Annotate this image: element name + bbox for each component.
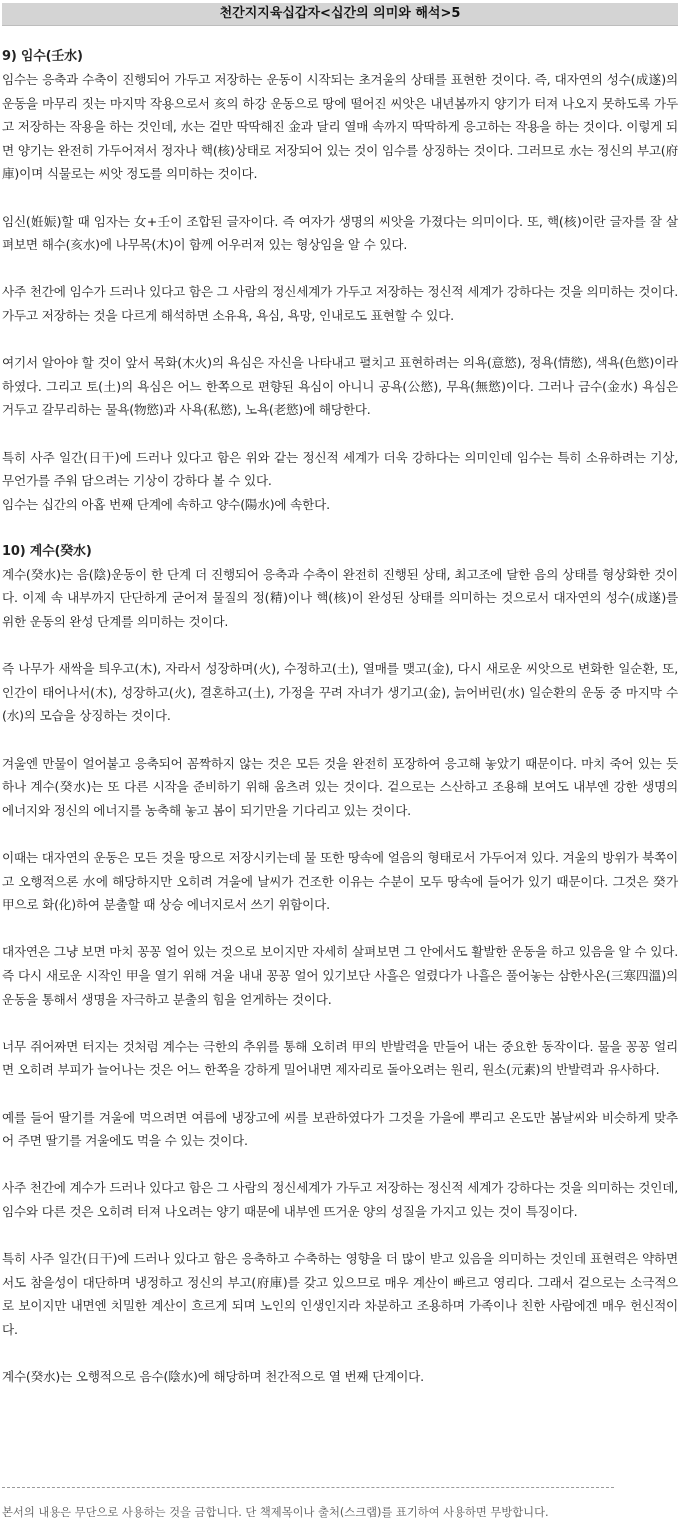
paragraph: 임신(姙娠)할 때 임자는 女+壬이 조합된 글자이다. 즉 여자가 생명의 씨앗을 가졌다는 의미이다. 또, 핵(核)이란 글자를 잘 살펴보면 해수(亥水)에 나무목(木)이 함께 어우러져 있는 형상임을 알 수 있다. [2, 213, 678, 253]
paragraph-gap [2, 1082, 678, 1106]
paragraph-gap [2, 257, 678, 281]
paragraph: 특히 사주 일간(日干)에 드러나 있다고 함은 응축하고 수축하는 영향을 더 많이 받고 있음을 의미하는 것인데 표현력은 약하면서도 참을성이 대단하며 냉정하고 정신의 부고(府庫)를 갖고 있으므로 매우 계산이 빠르고 영리다. 그래서 겉으로는 소극적으로 보이지만 내면엔 치밀한 계산이 흐르게 되며 노인의 인생인지라 차분하고 조용하며 가족이나 친한 사람에겐 매우 헌신적이다. [2, 1251, 678, 1337]
paragraph-gap [2, 516, 678, 540]
paragraph-gap [2, 917, 678, 941]
document-body [2, 45, 678, 1389]
section-heading-imsu: 9) 임수(壬水) [2, 49, 83, 64]
paragraph: 즉 나무가 새싹을 틔우고(木), 자라서 성장하며(火), 수정하고(土), 열매를 맺고(金), 다시 새로운 씨앗으로 변화한 일순환, 또, 인간이 태어나서(木), 성장하고(火), 결혼하고(土), 가정을 꾸려 자녀가 생기고(金), 늙어버린(水) 일순환의 운동 중 마지막 수(水)의 모습을 상징하는 것이다. [2, 661, 678, 724]
paragraph-gap [2, 728, 678, 752]
paragraph-gap [2, 1153, 678, 1177]
paragraph-gap [2, 422, 678, 446]
paragraph-gap [2, 328, 678, 352]
paragraph: 특히 사주 일간(日干)에 드러나 있다고 함은 위와 같는 정신적 세계가 더욱 강하다는 의미인데 임수는 특히 소유하려는 기상, 무언가를 주워 담으려는 기상이 강하다 볼 수 있다. 임수는 십간의 아홉 번째 단계에 속하고 양수(陽水)에 속한다. [2, 449, 678, 512]
paragraph-gap [2, 1341, 678, 1365]
paragraph: 겨울엔 만물이 얼어붙고 응축되어 꼼짝하지 않는 것은 모든 것을 완전히 포장하여 응고해 놓았기 때문이다. 마치 죽어 있는 듯하나 계수(癸水)는 또 다른 시작을 준비하기 위해 움츠려 있는 것이다. 겉으로는 스산하고 조용해 보여도 내부엔 강한 생명의 에너지와 정신의 에너지를 농축해 놓고 봄이 되기만을 기다리고 있는 것이다. [2, 755, 678, 818]
paragraph: 여기서 알아야 할 것이 앞서 목화(木火)의 욕심은 자신을 나타내고 펼치고 표현하려는 의욕(意慾), 정욕(情慾), 색욕(色慾)이라 하였다. 그리고 토(土)의 욕심은 어느 한쪽으로 편향된 욕심이 아니니 공욕(公慾), 무욕(無慾)이다. 그러나 금수(金水) 욕심은 거두고 갈무리하는 물욕(物慾)과 사욕(私慾), 노욕(老慾)에 해당한다. [2, 355, 678, 418]
paragraph: 사주 천간에 임수가 드러나 있다고 함은 그 사람의 정신세계가 가두고 저장하는 정신적 세계가 강하다는 것을 의미하는 것이다. 가두고 저장하는 것을 다르게 해석하면 소유욕, 욕심, 욕망, 인내로도 표현할 수 있다. [2, 284, 678, 323]
paragraph-gap [2, 186, 678, 210]
paragraph: 이때는 대자연의 운동은 모든 것을 땅으로 저장시키는데 물 또한 땅속에 얼음의 형태로서 가두어져 있다. 겨울의 방위가 북쪽이고 오행적으론 水에 해당하지만 오히려 겨울에 날씨가 건조한 이유는 수분이 모두 땅속에 들어가 있기 때문이다. 그것은 癸가 甲으로 화(化)하여 분출할 때 상승 에너지로서 쓰기 위함이다. [2, 850, 678, 913]
paragraph: 임수는 응축과 수축이 진행되어 가두고 저장하는 운동이 시작되는 초겨울의 상태를 표현한 것이다. 즉, 대자연의 성수(成遂)의 운동을 마무리 짓는 마지막 작용으로서 亥의 하강 운동으로 땅에 떨어진 씨앗은 내년봄까지 양기가 터져 나오지 못하도록 가두고 저장하는 작용을 하는 것인데, 水는 겉만 딱딱해진 金과 달리 열매 속까지 딱딱하게 응고하는 작용을 하는 것이다. 이렇게 되면 양기는 완전히 가두어져서 정자나 핵(核)상태로 저장되어 있는 것이 임수를 상징하는 것이다. 그러므로 水는 정신의 부고(府庫)이며 식물로는 씨앗 정도를 의미하는 것이다. [2, 72, 678, 182]
section-heading-gyesu: 10) 계수(癸水) [2, 543, 92, 559]
paragraph: 대자연은 그냥 보면 마치 꽁꽁 얼어 있는 것으로 보이지만 자세히 살펴보면 그 안에서도 활발한 운동을 하고 있음을 알 수 있다. 즉 다시 새로운 시작인 甲을 열기 위해 겨울 내내 꽁꽁 얼어 있기보단 사흘은 얼렸다가 나흘은 풀어놓는 삼한사온(三寒四溫)의 운동을 통해서 생명을 자극하고 분출의 힘을 얻게하는 것이다. [2, 944, 678, 1007]
copyright-notice: 본서의 내용은 무단으로 사용하는 것을 금합니다. 단 책제목이나 출처(스크랩)를 표기하여 사용하면 무방합니다. [2, 1506, 549, 1519]
paragraph: 너무 쥐어짜면 터지는 것처럼 계수는 극한의 추위를 통해 오히려 甲의 반발력을 만들어 내는 중요한 동작이다. 물을 꽁꽁 얼리면 오히려 부피가 늘어나는 것은 어느 한쪽을 강하게 밀어내면 제자리로 돌아오려는 원리, 원소(元素)의 반발력과 유사하다. [2, 1038, 678, 1078]
paragraph: 예를 들어 딸기를 겨울에 먹으려면 여름에 냉장고에 씨를 보관하였다가 그것을 가을에 뿌리고 온도만 봄날씨와 비슷하게 맞추어 주면 딸기를 겨울에도 먹을 수 있는 것이다. [2, 1109, 678, 1149]
paragraph-gap [2, 634, 678, 658]
paragraph: 계수(癸水)는 오행적으로 음수(陰水)에 해당하며 천간적으로 열 번째 단계이다. [2, 1369, 424, 1385]
paragraph-gap [2, 1224, 678, 1248]
paragraph: 사주 천간에 계수가 드러나 있다고 함은 그 사람의 정신세계가 가두고 저장하는 정신적 세계가 강하다는 것을 의미하는 것인데, 임수와 다른 것은 오히려 터져 나오려는 양기 때문에 내부엔 뜨거운 양의 성질을 가지고 있는 것이 특징이다. [2, 1180, 678, 1219]
paragraph-gap [2, 1011, 678, 1035]
paragraph-gap [2, 822, 678, 846]
footer-divider [2, 1487, 614, 1488]
page-title: 천간지지육십갑자<십간의 의미와 해석>5 [2, 3, 678, 26]
paragraph: 계수(癸水)는 음(陰)운동이 한 단계 더 진행되어 응축과 수축이 완전히 진행된 상태, 최고조에 달한 음의 상태를 형상화한 것이다. 이제 속 내부까지 단단하게 굳어져 물질의 정(精)이나 핵(核)이 완성된 상태를 의미하는 것으로서 대자연의 성수(成遂)를 위한 운동의 완성 단계를 의미하는 것이다. [2, 566, 678, 630]
